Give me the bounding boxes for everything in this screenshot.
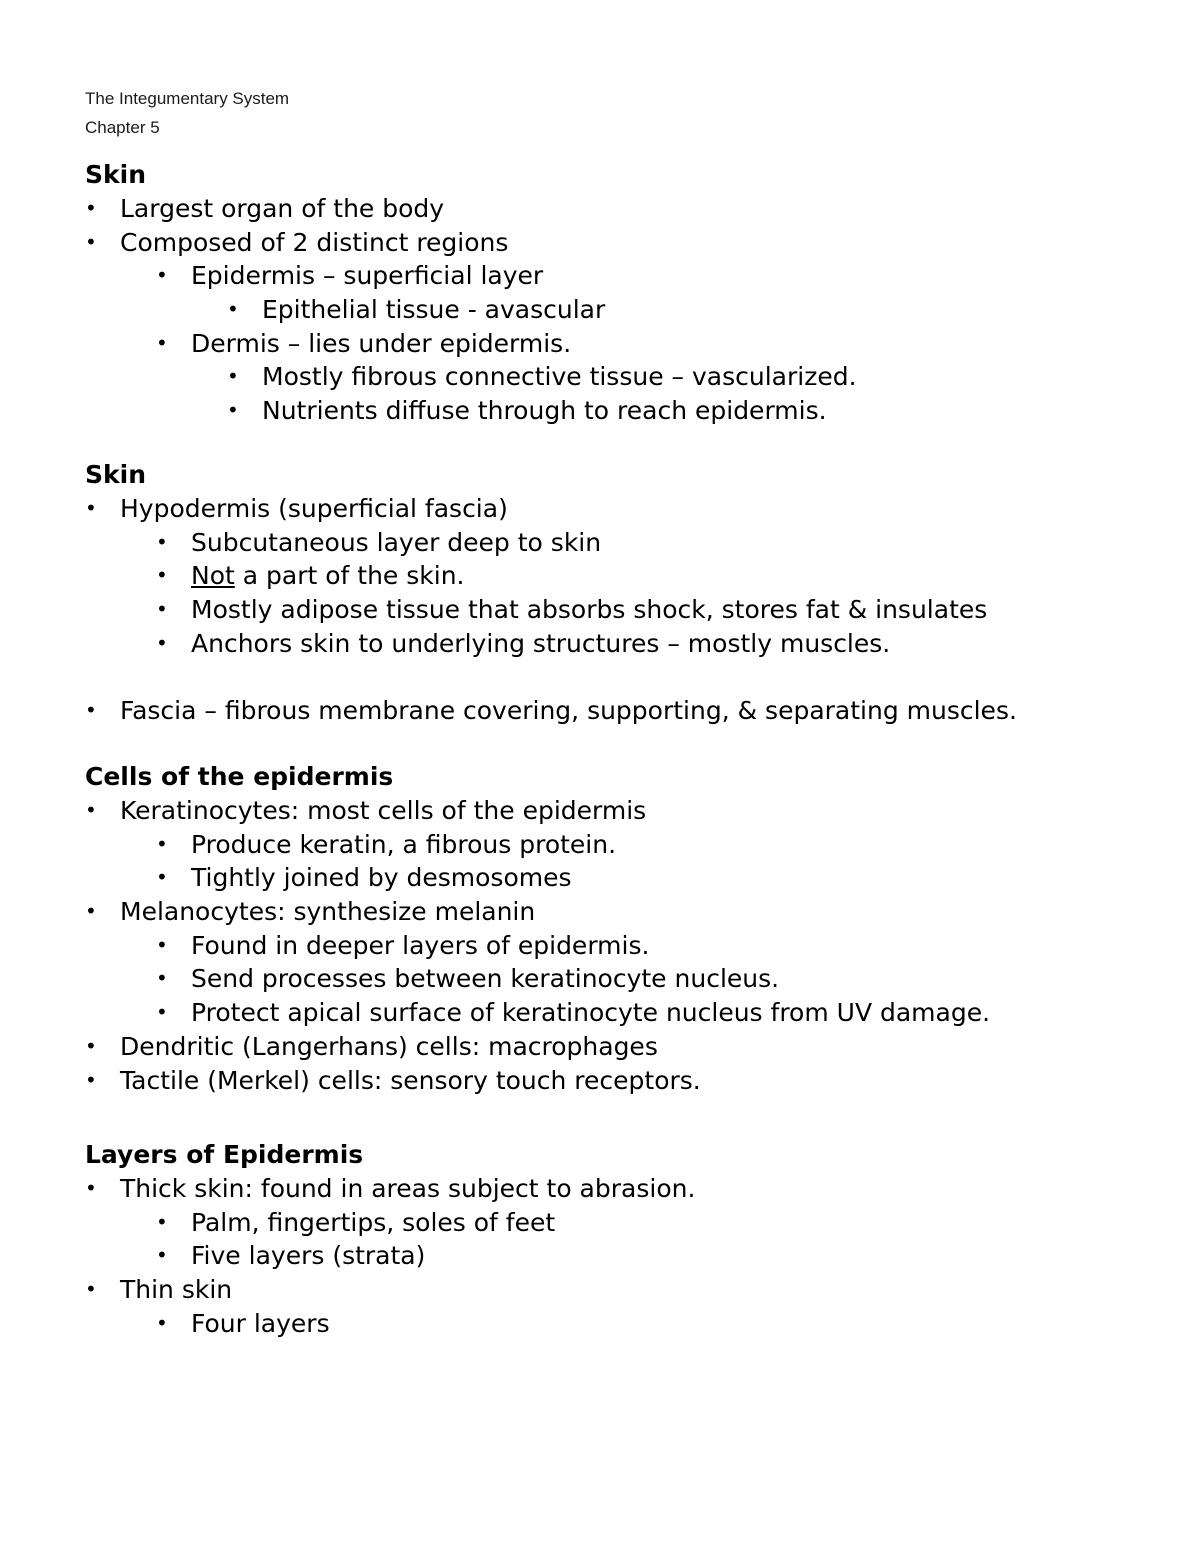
bullet-icon: • (156, 630, 168, 655)
section-heading: Skin (85, 460, 146, 489)
list-item: • Melanocytes: synthesize melanin (85, 895, 990, 929)
list-item: • Not a part of the skin. (85, 559, 1017, 593)
bullet-icon: • (85, 698, 97, 723)
bullet-icon: • (85, 1067, 97, 1092)
bullet-icon: • (227, 297, 239, 322)
bullet-icon: • (156, 1310, 168, 1335)
bullet-icon: • (156, 597, 168, 622)
bullet-icon: • (156, 563, 168, 588)
bullet-icon: • (85, 1033, 97, 1058)
list-item: • Nutrients diffuse through to reach epidermis. (85, 394, 857, 428)
list-item: • Hypodermis (superficial fascia) (85, 492, 1017, 526)
list-item: • Tightly joined by desmosomes (85, 861, 990, 895)
bullet-list (85, 1172, 695, 1340)
bullet-icon: • (85, 229, 97, 254)
list-item: • Palm, fingertips, soles of feet (85, 1206, 695, 1240)
bullet-icon: • (85, 798, 97, 822)
bullet-icon: • (85, 196, 97, 220)
bullet-icon: • (156, 1243, 168, 1268)
section-heading: Layers of Epidermis (85, 1140, 364, 1169)
list-item: • Composed of 2 distinct regions (85, 226, 857, 260)
bullet-icon: • (85, 899, 97, 924)
underlined-word: Not (191, 561, 235, 591)
list-item: • Protect apical surface of keratinocyte nucleus from UV damage. (85, 996, 990, 1030)
list-item: • Produce keratin, a fibrous protein. (85, 828, 990, 862)
bullet-icon: • (85, 496, 97, 520)
bullet-list (85, 192, 857, 428)
list-item: • Fascia – fibrous membrane covering, supporting, & separating muscles. (85, 694, 1017, 728)
section-skin-regions (85, 158, 857, 428)
list-item: • Thin skin (85, 1273, 695, 1307)
bullet-icon: • (156, 529, 168, 554)
bullet-icon: • (156, 263, 168, 288)
bullet-icon: • (156, 966, 168, 991)
section-skin-hypodermis (85, 458, 1017, 728)
list-item: • Epithelial tissue - avascular (85, 293, 857, 327)
list-item: • Dendritic (Langerhans) cells: macrophages (85, 1030, 990, 1064)
bullet-icon: • (156, 932, 168, 957)
bullet-icon: • (156, 1000, 168, 1025)
list-item: • Keratinocytes: most cells of the epidermis (85, 794, 990, 828)
bullet-icon: • (85, 1277, 97, 1302)
list-item: • Mostly fibrous connective tissue – vascularized. (85, 360, 857, 394)
bullet-icon: • (156, 865, 168, 890)
list-item: • Epidermis – superficial layer (85, 259, 857, 293)
list-item: • Thick skin: found in areas subject to abrasion. (85, 1172, 695, 1206)
chapter-label: Chapter 5 (85, 118, 160, 137)
list-item: • Four layers (85, 1307, 695, 1341)
bullet-icon: • (227, 398, 239, 423)
section-heading: Skin (85, 160, 146, 189)
bullet-icon: • (156, 1209, 168, 1234)
list-item: • Largest organ of the body (85, 192, 857, 226)
bullet-list (85, 794, 990, 1097)
list-item: • Send processes between keratinocyte nucleus. (85, 962, 990, 996)
list-item: • Tactile (Merkel) cells: sensory touch receptors. (85, 1064, 990, 1098)
list-item: • Mostly adipose tissue that absorbs shock, stores fat & insulates (85, 593, 1017, 627)
list-item: • Subcutaneous layer deep to skin (85, 526, 1017, 560)
section-cells-of-epidermis (85, 760, 990, 1097)
list-item: • Five layers (strata) (85, 1239, 695, 1273)
section-layers-of-epidermis (85, 1138, 695, 1340)
list-item: • Found in deeper layers of epidermis. (85, 929, 990, 963)
document-title: The Integumentary System (85, 89, 290, 108)
list-item: • Anchors skin to underlying structures – mostly muscles. (85, 627, 1017, 661)
bullet-icon: • (85, 1176, 97, 1200)
bullet-list (85, 492, 1017, 728)
bullet-icon: • (156, 831, 168, 856)
list-item: • Dermis – lies under epidermis. (85, 327, 857, 361)
bullet-icon: • (227, 364, 239, 389)
bullet-icon: • (156, 330, 168, 355)
section-heading: Cells of the epidermis (85, 762, 394, 791)
